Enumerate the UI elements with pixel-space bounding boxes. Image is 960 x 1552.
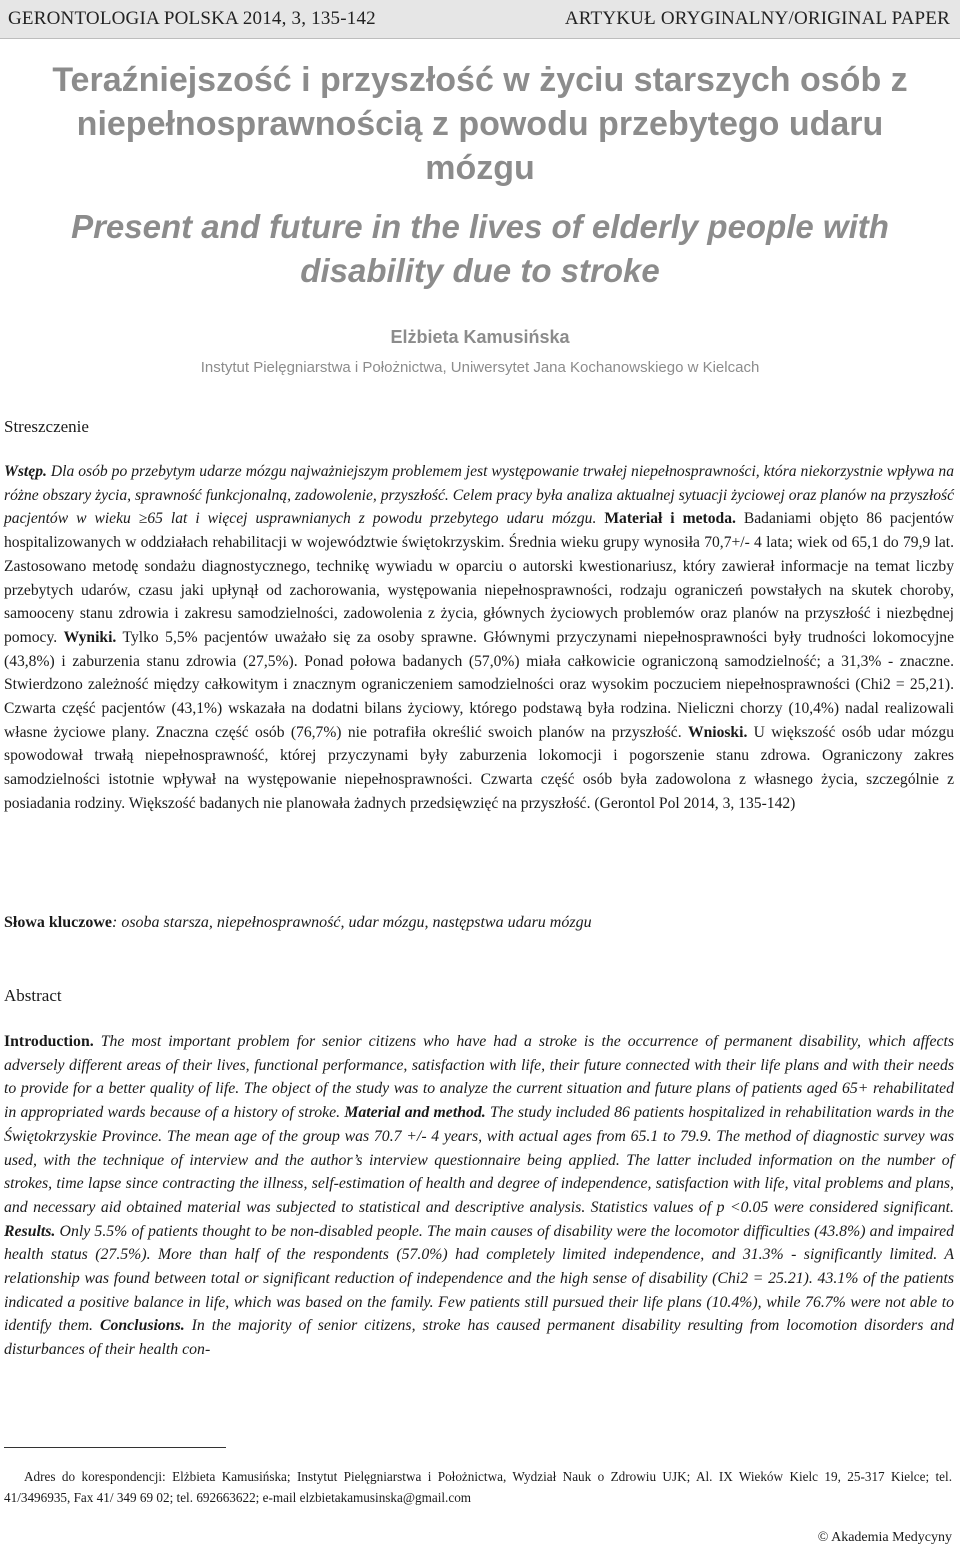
pl-results-label: Wyniki. [63,628,117,646]
title-polish: Teraźniejszość i przyszłość w życiu starszych osób z niepełnosprawnością z powodu przebytego udaru mózgu [52,61,908,187]
pl-method-label: Materiał i metoda. [604,510,736,528]
abstract-heading: Abstract [4,986,62,1005]
keywords-text: : osoba starsza, niepełnosprawność, udar mózgu, następstwa udaru mózgu [112,914,592,931]
en-intro-text: The most important problem for senior citizens who have had a stroke is the occurrence of permanent disability, which affects adversely different areas of their lives, functional performance, satisfaction with life, their future connected with their life plans and with their needs to provide for a better quality of life. The object of the study was to analyze the current situation and future plans of patients aged 65+ rehabilitated in appropriated wards because of a history of stroke. [4,1033,954,1122]
author-name: Elżbieta Kamusińska [390,327,570,347]
pl-results-text: Tylko 5,5% pacjentów uważało się za osoby sprawne. Głównymi przyczynami niepełnosprawności były trudności lokomocyjne (43,8%) i zaburzenia stanu zdrowia (27,5%). Ponad połowa badanych (57,0%) miała całkowicie ograniczoną samodzielność; a 31,3% - znaczne. Stwierdzono zależność między całkowitym i znacznym ograniczeniem samodzielności oraz wysokim poczuciem niepełnosprawności (Chi2 = 25,21). Czwarta część pacjentów (43,1%) wskazała na dodatni bilans życiowy, którego podstawą była rodzina. Nieliczni chorzy (10,4%) nadal realizowali własne życiowe plany. Znaczna część osób (76,7%) nie potrafiła określić swoich planów na przyszłość. [4,628,954,741]
keywords-label: Słowa kluczowe [4,914,112,931]
running-header [0,0,960,39]
pl-conclusions-label: Wnioski. [687,723,748,741]
footnote-divider [4,1447,226,1448]
en-results-text: Only 5.5% of patients thought to be non-disabled people. The main causes of disability were the locomotor difficulties (43.8%) and impaired health status (27.5%). More than half of the respondents (57.0%) had completely limited independence, and 31.3% - significantly limited. A relationship was found between total or significant reduction of independence and the high sense of disability (Chi2 = 25.21). 43.1% of the patients indicated a positive balance in life, which was based on the family. Few patients still pursued their life plans (10.4%), while 76.7% were not able to identify them. [4,1222,954,1335]
keywords [4,914,954,932]
publisher-copyright: © Akademia Medycyny [817,1530,952,1545]
pl-intro-text: Dla osób po przebytym udarze mózgu najważniejszym problemem jest występowanie trwałej niepełnosprawności, która niekorzystnie wpływa na różne obszary życia, sprawność funkcjonalną, zadowolenie, przyszłość. Celem pracy była analiza aktualnej sytuacji życiowej oraz planów na przyszłość pacjentów w wieku ≥65 lat i więcej usprawnianych z powodu przebytego udaru mózgu. [4,463,954,528]
author-affiliation: Instytut Pielęgniarstwa i Położnictwa, Uniwersytet Jana Kochanowskiego w Kielcach [200,359,760,376]
pl-method-text: Badaniami objęto 86 pacjentów hospitalizowanych w oddziałach rehabilitacji w województwie świętokrzyskim. Średnia wieku grupy wynosiła 70,7+/- 4 lata; wiek od 65,1 do 79,9 lat. Zastosowano metodę sondażu diagnostycznego, technikę wywiadu w oparciu o autorski kwestionariusz, który zawierał informacje na temat liczby przebytych udarów, czasu jaki upłynął od zachorowania, występowania niepełnosprawności, rodzaju ograniczeń powstałych na skutek choroby, samooceny stanu zdrowia i zakresu samodzielności, zadowolenia z życia, głównych życiowych problemów oraz planów na przyszłość i niezbędnej pomocy. [4,510,954,646]
correspondence-address: Adres do korespondencji: Elżbieta Kamusińska; Instytut Pielęgniarstwa i Położnictwa, Wydział Nauk o Zdrowiu UJK; Al. IX Wieków Kielc 19, 25-317 Kielce; tel. 41/3496935, Fax 41/ 349 69 02; tel. 692663622; e-mail elzbietakamusinska@gmail.com [4,1469,952,1505]
en-method-text: The study included 86 patients hospitalized in rehabilitation wards in the Świętokrzyskie Province. The mean age of the group was 70.7 +/- 4 years, with actual ages from 65.1 to 79.9. The method of diagnostic survey was used, with the technique of interview and the author’s interview questionnaire being applied. The latter included information on the number of strokes, time lapse since contracting the illness, self-estimation of health and degree of independence, satisfaction with life, vital problems and plans, and necessary aid obtained material was subjected to statistical and descriptive analysis. Statistics values of p <0.05 were considered significant. [4,1104,955,1216]
en-conclusions-label: Conclusions. [99,1317,185,1335]
journal-citation: GERONTOLOGIA POLSKA 2014, 3, 135-142 [8,8,376,29]
en-intro-label: Introduction. [4,1033,94,1050]
article-type: ARTYKUŁ ORYGINALNY/ORIGINAL PAPER [564,8,950,29]
pl-intro-label: Wstęp. [4,463,47,480]
streszczenie-heading: Streszczenie [4,417,89,436]
en-conclusions-text: In the majority of senior citizens, stroke has caused permanent disability resulting from locomotion disorders and disturbances of their health con- [4,1317,954,1359]
abstract-body [4,1030,954,1362]
pl-conclusions-text: U większość osób udar mózgu spowodował trwałą niepełnosprawność, której przyczynami były zaburzenia lokomocji i pogorszenie stanu zdrowa. Ograniczony zakres samodzielności istotnie wpływał na występowanie niepełnosprawności. Czwarta część osób była zadowolona z własnego życia, szczególnie z posiadania rodziny. Większość badanych nie planowała żadnych przedsięwzięć na przyszłość. (Gerontol Pol 2014, 3, 135-142) [4,723,954,812]
en-results-label: Results. [4,1222,56,1240]
streszczenie-body [4,460,954,816]
en-method-label: Material and method. [344,1104,486,1122]
title-english: Present and future in the lives of elderly people with disability due to stroke [71,208,889,289]
